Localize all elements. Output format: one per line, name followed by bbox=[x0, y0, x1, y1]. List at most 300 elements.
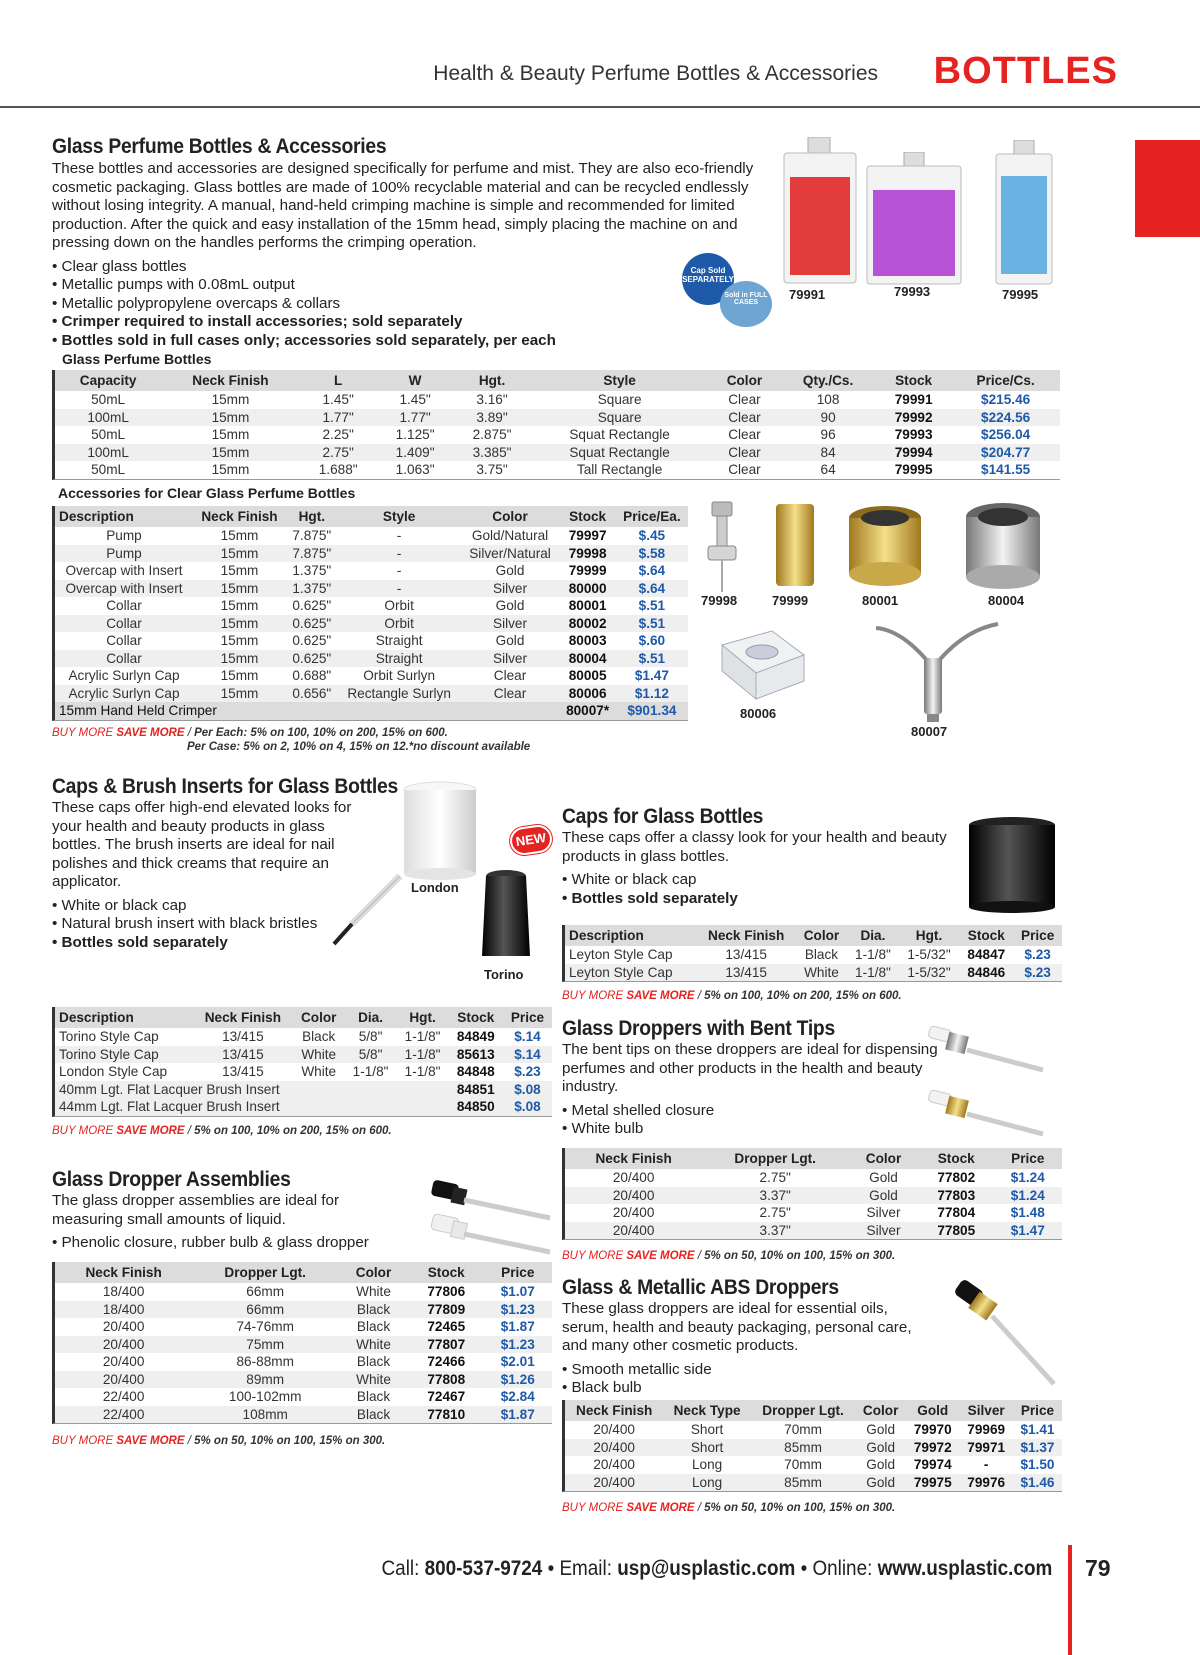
abs-dropper-image bbox=[950, 1280, 1060, 1390]
separator: • bbox=[547, 1557, 554, 1580]
table-row bbox=[55, 1283, 552, 1301]
table-row bbox=[565, 1421, 1062, 1439]
table-cell: Gold bbox=[495, 633, 525, 648]
table-cell: Orbit bbox=[384, 598, 414, 613]
table-cell: 100mL bbox=[55, 444, 161, 462]
table-cell: Pump bbox=[106, 528, 142, 543]
perfume-buymore-case bbox=[187, 741, 530, 753]
table-cell: 20/400 bbox=[55, 1371, 192, 1389]
table-cell: Orbit Surlyn bbox=[363, 668, 435, 683]
column-header: Description bbox=[565, 925, 696, 946]
acc-label: 79998 bbox=[701, 593, 738, 608]
bullet-item: • White bulb bbox=[562, 1120, 942, 1139]
column-header: Silver bbox=[959, 1400, 1012, 1421]
table-cell: 15mm bbox=[211, 427, 250, 442]
bottle-label: 79995 bbox=[1002, 287, 1039, 302]
table-cell: $.14 bbox=[503, 1046, 552, 1064]
table-cell: 13/415 bbox=[193, 1046, 293, 1064]
buymore-save: SAVE MORE bbox=[626, 1250, 695, 1262]
table-cell: 15mm bbox=[161, 409, 299, 427]
table-cell: Gold bbox=[866, 1457, 896, 1472]
table-cell: 20/400 bbox=[565, 1187, 702, 1205]
table-cell: $.64 bbox=[638, 563, 666, 578]
table-cell: 20/400 bbox=[565, 1222, 702, 1240]
table-cell: 0.688" bbox=[292, 668, 332, 683]
separator: • bbox=[800, 1557, 807, 1580]
table-cell: Clear bbox=[709, 444, 780, 462]
table-cell: 74-76mm bbox=[236, 1319, 294, 1334]
table-row bbox=[55, 685, 688, 703]
buymore-save: SAVE MORE bbox=[116, 727, 185, 739]
table-cell: 50mL bbox=[91, 462, 126, 477]
bullet-item: • Black bulb bbox=[562, 1379, 932, 1398]
table-cell: 20/400 bbox=[102, 1319, 145, 1334]
table-cell: $1.26 bbox=[484, 1371, 552, 1389]
table-row bbox=[55, 1081, 552, 1099]
bottle-79995-image bbox=[988, 140, 1060, 287]
crimper-desc: 15mm Hand Held Crimper bbox=[55, 702, 559, 720]
table-cell: 77804 bbox=[937, 1205, 976, 1220]
table-row bbox=[55, 580, 688, 598]
table-cell: 20/400 bbox=[102, 1354, 145, 1369]
table-cell: $.14 bbox=[514, 1029, 541, 1044]
table-cell: 15mm bbox=[193, 580, 286, 598]
phone-number[interactable]: 800-537-9724 bbox=[424, 1557, 543, 1580]
table-cell: 77808 bbox=[409, 1371, 484, 1389]
table-cell: $.51 bbox=[638, 598, 666, 613]
accessories-table bbox=[52, 506, 688, 721]
bent-bullets bbox=[562, 1102, 942, 1139]
table-cell: 66mm bbox=[246, 1284, 285, 1299]
buymore-per-each: Per Each: 5% on 100, 10% on 200, 15% on 600. bbox=[194, 727, 448, 739]
table-cell: 79972 bbox=[906, 1439, 959, 1457]
table-cell: $1.24 bbox=[1010, 1170, 1045, 1185]
assemblies-buymore: BUY MORE SAVE MORE / 5% on 50, 10% on 100, 15% on 300. bbox=[52, 1435, 386, 1447]
table-cell: 15mm bbox=[193, 685, 286, 703]
table-cell: Clear bbox=[728, 392, 761, 407]
table-cell: 2.75" bbox=[759, 1170, 791, 1185]
table-cell: London Style Cap bbox=[59, 1064, 168, 1079]
table-row bbox=[565, 1222, 1062, 1240]
buymore-save: SAVE MORE bbox=[626, 990, 695, 1002]
buymore-prefix: BUY MORE bbox=[562, 1502, 624, 1514]
header-rule bbox=[0, 106, 1200, 108]
bent-section bbox=[562, 1017, 942, 1139]
table-cell: $256.04 bbox=[981, 427, 1031, 442]
table-cell: $.23 bbox=[1024, 947, 1051, 962]
table-cell: Black bbox=[356, 1389, 391, 1404]
column-header: Price bbox=[1013, 925, 1062, 946]
table-cell: 70mm bbox=[784, 1422, 822, 1437]
table-cell: 2.25" bbox=[322, 427, 354, 442]
table-cell: 77807 bbox=[409, 1336, 484, 1354]
table-cell: 20/400 bbox=[612, 1205, 655, 1220]
table-cell: 20/400 bbox=[55, 1336, 192, 1354]
table-row bbox=[55, 1371, 552, 1389]
table-cell: 50mL bbox=[91, 427, 126, 442]
table-row bbox=[55, 1046, 552, 1064]
table-cell: 79970 bbox=[913, 1422, 952, 1437]
caps-brush-title: Caps & Brush Inserts for Glass Bottles bbox=[52, 775, 398, 798]
column-header: Neck Finish bbox=[193, 506, 286, 527]
website-link[interactable]: www.usplastic.com bbox=[877, 1557, 1052, 1580]
table-row bbox=[55, 1098, 552, 1116]
table-cell: 3.37" bbox=[702, 1222, 848, 1240]
buymore-prefix: BUY MORE bbox=[52, 727, 114, 739]
table-cell: 20/400 bbox=[565, 1439, 663, 1457]
table-cell: $1.24 bbox=[994, 1187, 1062, 1205]
column-header: Dropper Lgt. bbox=[192, 1262, 338, 1283]
table-cell: 84846 bbox=[959, 964, 1013, 982]
table-cell: 15mm bbox=[211, 392, 250, 407]
table-cell: 44mm Lgt. Flat Lacquer Brush Insert bbox=[55, 1098, 449, 1116]
column-header: Hgt. bbox=[899, 925, 960, 946]
table-cell: 7.875" bbox=[292, 528, 332, 543]
table-cell: Silver bbox=[461, 615, 560, 633]
abs-buymore: BUY MORE SAVE MORE / 5% on 50, 10% on 100, 15% on 300. bbox=[562, 1502, 896, 1514]
table-cell: Overcap with Insert bbox=[65, 563, 183, 578]
table-cell: Straight bbox=[338, 650, 461, 668]
table-cell: 15mm bbox=[193, 650, 286, 668]
table-cell: 2.875" bbox=[472, 427, 512, 442]
table-cell: $224.56 bbox=[951, 409, 1060, 427]
table-cell: 1-1/8" bbox=[855, 947, 891, 962]
column-header: Stock bbox=[919, 1148, 994, 1169]
table-cell: $1.50 bbox=[1020, 1457, 1055, 1472]
table-cell: White bbox=[301, 1064, 337, 1079]
caps-glass-title: Caps for Glass Bottles bbox=[562, 805, 764, 828]
column-header: Gold bbox=[906, 1400, 959, 1421]
table-cell: Collar bbox=[55, 650, 193, 668]
table-cell: $.51 bbox=[616, 615, 688, 633]
table-cell: Squat Rectangle bbox=[531, 444, 709, 462]
london-label: London bbox=[411, 880, 459, 895]
buymore-save: SAVE MORE bbox=[116, 1125, 185, 1137]
table-row bbox=[55, 597, 688, 615]
table-cell: Gold bbox=[869, 1170, 898, 1185]
table-cell: White bbox=[338, 1371, 409, 1389]
bullet-item: • White or black cap bbox=[52, 897, 372, 916]
table-row bbox=[565, 1169, 1062, 1187]
bullet-item: • White or black cap bbox=[562, 871, 962, 890]
table-cell: $1.07 bbox=[500, 1284, 535, 1299]
bent-intro: The bent tips on these droppers are ideal for dispensing perfumes and other products in the health and beauty industry. bbox=[562, 1041, 938, 1095]
bottle-79991-image bbox=[780, 137, 860, 287]
table-cell: $1.87 bbox=[484, 1406, 552, 1424]
table-cell: 75mm bbox=[192, 1336, 338, 1354]
table-cell: Short bbox=[690, 1422, 724, 1437]
table-cell: 1.375" bbox=[286, 580, 338, 598]
table-cell: 1-5/32" bbox=[899, 964, 960, 982]
table-cell: $141.55 bbox=[981, 462, 1031, 477]
table-row bbox=[565, 1187, 1062, 1205]
table-cell: $1.47 bbox=[994, 1222, 1062, 1240]
bullet-item: • Clear glass bottles bbox=[52, 258, 772, 277]
buymore-prefix: BUY MORE bbox=[52, 1125, 114, 1137]
table-cell: 1-1/8" bbox=[847, 964, 899, 982]
column-header: Stock bbox=[876, 370, 951, 391]
table-cell: Silver bbox=[461, 580, 560, 598]
assemblies-bullets bbox=[52, 1234, 402, 1253]
table-row bbox=[55, 1353, 552, 1371]
table-cell: 80004 bbox=[559, 650, 615, 668]
abs-bullets bbox=[562, 1361, 932, 1398]
table-cell: Black bbox=[804, 947, 839, 962]
table-cell: Gold bbox=[855, 1474, 906, 1492]
collar-80001-image bbox=[845, 500, 925, 588]
pump-79998-image bbox=[700, 500, 746, 595]
table-row bbox=[565, 1474, 1062, 1492]
crimper-80007-image bbox=[872, 620, 1002, 725]
acc-label: 79999 bbox=[772, 593, 809, 608]
crimper-stock: 80007* bbox=[559, 702, 615, 720]
crimper-price: $901.34 bbox=[616, 702, 688, 720]
london-cap-image bbox=[400, 780, 480, 880]
column-header: W bbox=[377, 370, 454, 391]
bottle-label: 79991 bbox=[789, 287, 826, 302]
table-cell: $.60 bbox=[638, 633, 666, 648]
leyton-cap-image bbox=[965, 815, 1060, 915]
badge-case-text: Sold in FULL CASES bbox=[724, 292, 768, 306]
table-cell: 20/400 bbox=[593, 1457, 635, 1472]
table-cell: Silver bbox=[848, 1222, 919, 1240]
perfume-buymore: BUY MORE SAVE MORE / Per Each: 5% on 100, 10% on 200, 15% on 600. bbox=[52, 727, 448, 739]
footer-divider bbox=[1068, 1545, 1072, 1655]
assemblies-table bbox=[52, 1262, 552, 1424]
table-cell: Clear bbox=[493, 668, 527, 683]
table-cell: Collar bbox=[106, 633, 142, 648]
table-cell: 108 bbox=[816, 392, 840, 407]
table-row bbox=[55, 409, 1060, 427]
table-cell: 22/400 bbox=[102, 1389, 145, 1404]
table-cell: 85613 bbox=[449, 1046, 503, 1064]
table-cell: 1.409" bbox=[377, 444, 454, 462]
table-row bbox=[55, 1301, 552, 1319]
bent-title: Glass Droppers with Bent Tips bbox=[562, 1017, 835, 1040]
page-header bbox=[0, 0, 1200, 108]
table-cell: 80001 bbox=[568, 598, 607, 613]
column-header: Hgt. bbox=[286, 506, 338, 527]
table-row bbox=[55, 391, 1060, 409]
table-cell: Black bbox=[338, 1301, 409, 1319]
table-cell: 85mm bbox=[751, 1474, 855, 1492]
table-cell: 1-1/8" bbox=[352, 1064, 389, 1079]
table-cell: 79995 bbox=[894, 462, 933, 477]
table-cell: White bbox=[796, 964, 847, 982]
table-cell: 1.375" bbox=[292, 563, 332, 578]
table-cell: 13/415 bbox=[725, 947, 767, 962]
table-cell: $.58 bbox=[616, 545, 688, 563]
page-footer bbox=[0, 1545, 1200, 1605]
perfume-section bbox=[52, 135, 772, 350]
table-row bbox=[55, 1336, 552, 1354]
table-cell: Short bbox=[663, 1439, 750, 1457]
table-cell: 1.688" bbox=[318, 462, 358, 477]
perfume-bullets bbox=[52, 258, 772, 351]
table-cell: 79974 bbox=[913, 1457, 952, 1472]
table-cell: 77802 bbox=[937, 1170, 976, 1185]
table-cell: 3.89" bbox=[454, 409, 531, 427]
email-link[interactable]: usp@usplastic.com bbox=[616, 1557, 796, 1580]
table-cell: $.51 bbox=[616, 650, 688, 668]
bullet-item: • Natural brush insert with black bristles bbox=[52, 915, 372, 934]
table-cell: Black bbox=[302, 1029, 336, 1044]
table-cell: 1-5/32" bbox=[907, 947, 951, 962]
column-header: Stock bbox=[959, 925, 1013, 946]
table-cell: $1.87 bbox=[500, 1319, 535, 1334]
caps-glass-table bbox=[562, 925, 1062, 982]
brush-insert-image bbox=[330, 870, 410, 950]
table-cell: 0.625" bbox=[286, 650, 338, 668]
table-cell: Acrylic Surlyn Cap bbox=[55, 685, 193, 703]
column-header: Qty./Cs. bbox=[780, 370, 876, 391]
table-cell: 84847 bbox=[967, 947, 1006, 962]
assemblies-title: Glass Dropper Assemblies bbox=[52, 1168, 291, 1191]
table-cell: 80005 bbox=[568, 668, 607, 683]
bottles-table-caption: Glass Perfume Bottles bbox=[62, 351, 212, 367]
table-cell: 64 bbox=[820, 462, 836, 477]
table-cell: 100-102mm bbox=[228, 1389, 302, 1404]
table-cell: 84849 bbox=[456, 1029, 495, 1044]
bullet-item: • Smooth metallic side bbox=[562, 1361, 932, 1380]
table-cell: 79998 bbox=[559, 545, 615, 563]
table-row bbox=[565, 964, 1062, 982]
column-header: Price bbox=[1013, 1400, 1062, 1421]
table-row bbox=[55, 1388, 552, 1406]
buymore-terms: 5% on 50, 10% on 100, 15% on 300. bbox=[194, 1435, 386, 1447]
table-cell: $1.47 bbox=[634, 668, 669, 683]
table-cell: 5/8" bbox=[345, 1046, 397, 1064]
table-cell: 3.385" bbox=[454, 444, 531, 462]
table-cell: Silver bbox=[866, 1205, 901, 1220]
column-header: Color bbox=[293, 1007, 345, 1028]
table-cell: 84851 bbox=[449, 1081, 503, 1099]
column-header: Stock bbox=[409, 1262, 484, 1283]
table-cell: Long bbox=[663, 1474, 750, 1492]
assemblies-intro: The glass dropper assemblies are ideal for measuring small amounts of liquid. bbox=[52, 1192, 340, 1228]
table-cell: 2.75" bbox=[759, 1205, 791, 1220]
page-number: 79 bbox=[1085, 1555, 1111, 1581]
table-cell: 13/415 bbox=[222, 1029, 264, 1044]
table-cell: 77805 bbox=[919, 1222, 994, 1240]
table-cell: 100mL bbox=[55, 409, 161, 427]
table-cell: 1-1/8" bbox=[404, 1064, 441, 1079]
table-cell: 15mm bbox=[193, 615, 286, 633]
bullet-item: • Metallic pumps with 0.08mL output bbox=[52, 276, 772, 295]
table-cell: 84850 bbox=[449, 1098, 503, 1116]
table-cell: $215.46 bbox=[981, 392, 1031, 407]
table-cell: 15mm bbox=[220, 528, 259, 543]
table-cell: 15mm bbox=[193, 545, 286, 563]
table-row bbox=[565, 1439, 1062, 1457]
caps-brush-buymore: BUY MORE SAVE MORE / 5% on 100, 10% on 200, 15% on 600. bbox=[52, 1125, 392, 1137]
perfume-intro: These bottles and accessories are designed specifically for perfume and mist. They are also eco-friendly cosmetic packaging. Glass bottles are made of 100% recyclable material and can be recycled endlessly without losing integrity. A manual, hand-held crimping machine is simple and recommended for limited production. After the quick and easy installation of the 15mm head, simply placing the machine on and pressing down on the handles performs the crimping operation. bbox=[52, 160, 754, 251]
acc-table-caption: Accessories for Clear Glass Perfume Bottles bbox=[58, 485, 356, 501]
table-cell: 15mm bbox=[220, 563, 259, 578]
table-cell: $1.12 bbox=[616, 685, 688, 703]
table-cell: Clear bbox=[461, 685, 560, 703]
table-cell: Torino Style Cap bbox=[55, 1046, 193, 1064]
column-header: Color bbox=[796, 925, 847, 946]
online-label: Online: bbox=[812, 1557, 873, 1580]
table-cell: 1.45" bbox=[322, 392, 354, 407]
table-cell: 70mm bbox=[784, 1457, 822, 1472]
page-subtitle: Health & Beauty Perfume Bottles & Accessories bbox=[433, 62, 878, 85]
column-header: Price bbox=[994, 1148, 1062, 1169]
column-header: Neck Finish bbox=[55, 1262, 192, 1283]
buymore-save: SAVE MORE bbox=[626, 1502, 695, 1514]
email-label: Email: bbox=[559, 1557, 612, 1580]
table-cell: 84 bbox=[780, 444, 876, 462]
column-header: Neck Finish bbox=[696, 925, 795, 946]
table-cell: Acrylic Surlyn Cap bbox=[68, 668, 180, 683]
column-header: Price bbox=[503, 1007, 552, 1028]
table-cell: Pump bbox=[55, 545, 193, 563]
table-cell: 77803 bbox=[919, 1187, 994, 1205]
table-cell: Black bbox=[356, 1319, 391, 1334]
table-row bbox=[55, 461, 1060, 479]
table-cell: 80003 bbox=[568, 633, 607, 648]
buymore-terms: 5% on 50, 10% on 100, 15% on 300. bbox=[704, 1502, 896, 1514]
table-cell: 1.77" bbox=[300, 409, 377, 427]
table-cell: $.64 bbox=[616, 580, 688, 598]
table-cell: Silver/Natural bbox=[461, 545, 560, 563]
table-cell: $1.46 bbox=[1013, 1474, 1062, 1492]
table-row bbox=[55, 667, 688, 685]
bottle-label: 79993 bbox=[894, 284, 931, 299]
table-cell: White bbox=[293, 1046, 345, 1064]
table-row bbox=[55, 1318, 552, 1336]
table-cell: 79976 bbox=[959, 1474, 1012, 1492]
table-cell: $1.48 bbox=[1010, 1205, 1045, 1220]
bullet-item: • Metal shelled closure bbox=[562, 1102, 942, 1121]
table-cell: Square bbox=[531, 409, 709, 427]
table-cell: 90 bbox=[780, 409, 876, 427]
table-row bbox=[55, 1063, 552, 1081]
table-cell: - bbox=[396, 528, 402, 543]
badge-cap-text: Cap Sold SEPARATELY bbox=[682, 266, 734, 284]
table-cell: Square bbox=[597, 392, 642, 407]
column-header: Dia. bbox=[847, 925, 899, 946]
full-cases-badge bbox=[720, 281, 772, 327]
call-label: Call: bbox=[381, 1557, 420, 1580]
table-cell: Gold bbox=[855, 1439, 906, 1457]
table-cell: $.23 bbox=[514, 1064, 541, 1079]
column-header: Neck Finish bbox=[193, 1007, 293, 1028]
table-cell: 0.656" bbox=[286, 685, 338, 703]
column-header: Color bbox=[848, 1148, 919, 1169]
table-cell: 22/400 bbox=[55, 1406, 192, 1424]
table-cell: Overcap with Insert bbox=[55, 580, 193, 598]
column-header: Stock bbox=[449, 1007, 503, 1028]
bullet-item: • Bottles sold separately bbox=[562, 890, 962, 909]
bent-buymore: BUY MORE SAVE MORE / 5% on 50, 10% on 100, 15% on 300. bbox=[562, 1250, 896, 1262]
table-cell: 0.625" bbox=[286, 615, 338, 633]
caps-brush-intro: These caps offer high-end elevated looks for your health and beauty products in glass bottles. The brush inserts are ideal for nail polishes and thick creams that require an applicator. bbox=[52, 799, 352, 890]
table-cell: $1.37 bbox=[1013, 1439, 1062, 1457]
caps-glass-section bbox=[562, 805, 962, 908]
crimper-row bbox=[55, 702, 688, 720]
table-cell: Leyton Style Cap bbox=[565, 964, 696, 982]
table-cell: 20/400 bbox=[612, 1170, 655, 1185]
table-cell: $2.84 bbox=[500, 1389, 535, 1404]
table-row bbox=[55, 1028, 552, 1046]
table-cell: 79975 bbox=[906, 1474, 959, 1492]
column-header: Dia. bbox=[345, 1007, 397, 1028]
table-cell: 1-1/8" bbox=[404, 1029, 441, 1044]
table-cell: 15mm bbox=[220, 668, 259, 683]
column-header: Neck Type bbox=[663, 1400, 750, 1421]
